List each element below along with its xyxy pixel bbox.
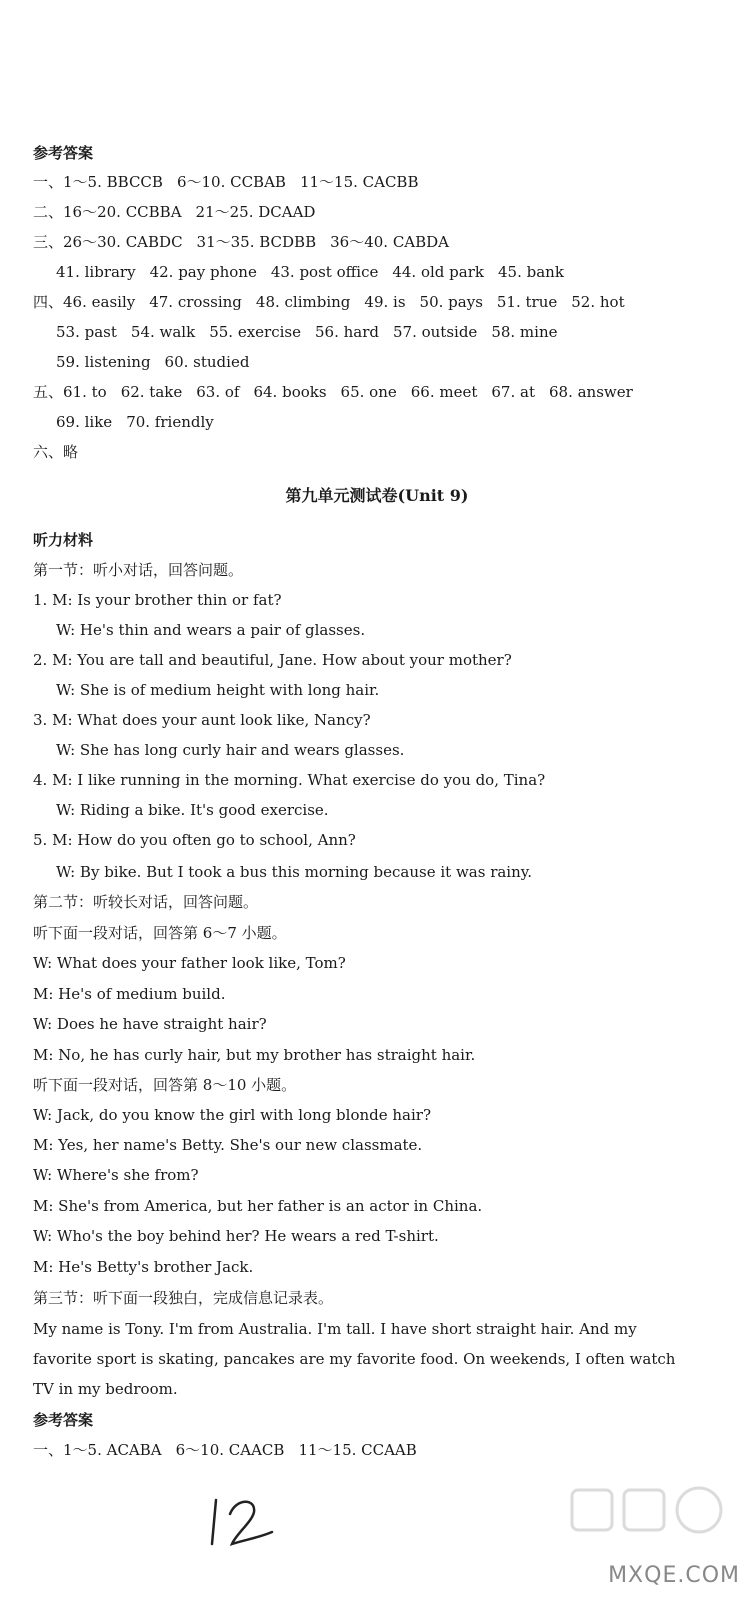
answer-item: 31～35. BCDBB xyxy=(196,233,317,251)
answer-item: 57. outside xyxy=(392,323,478,341)
answer-item: 6～10. CCBAB xyxy=(176,173,286,191)
answer-item: 三、26～30. CABDC xyxy=(33,233,183,251)
dialogue-line: 3. M: What does your aunt look like, Nancy? xyxy=(33,711,371,729)
answer-item: 47. crossing xyxy=(149,293,242,311)
dialogue-line: M: He's Betty's brother Jack. xyxy=(33,1258,254,1276)
dialogue-line: W: She has long curly hair and wears glasses. xyxy=(56,741,405,759)
monologue-line: My name is Tony. I'm from Australia. I'm tall. I have short straight hair. And my xyxy=(33,1320,637,1338)
answer-heading-2: 参考答案 xyxy=(33,1411,94,1429)
answer-item: 55. exercise xyxy=(209,323,301,341)
answer-row-4 xyxy=(56,262,564,282)
dialogue-line: W: He's thin and wears a pair of glasses. xyxy=(56,621,366,639)
answer-item: 48. climbing xyxy=(255,293,351,311)
dialogue-line: 1. M: Is your brother thin or fat? xyxy=(33,591,282,609)
answer-item: 50. pays xyxy=(419,293,483,311)
answer-row-unit9 xyxy=(33,1440,417,1460)
answer-item: 42. pay phone xyxy=(149,263,257,281)
dialogue-line: M: Yes, her name's Betty. She's our new classmate. xyxy=(33,1136,423,1154)
part2-instruction: 第二节：听较长对话，回答问题。 xyxy=(33,893,259,911)
answer-item: 45. bank xyxy=(497,263,564,281)
answer-item: 51. true xyxy=(496,293,558,311)
dialogue-line: M: She's from America, but her father is an actor in China. xyxy=(33,1197,483,1215)
answer-item: 11～15. CCAAB xyxy=(298,1441,417,1459)
answer-item: 52. hot xyxy=(571,293,625,311)
dialogue-line: W: Jack, do you know the girl with long blonde hair? xyxy=(33,1106,432,1124)
answer-item: 21～25. DCAAD xyxy=(195,203,316,221)
answer-item: 一、1～5. ACABA xyxy=(33,1441,162,1459)
dialogue-line: W: Riding a bike. It's good exercise. xyxy=(56,801,329,819)
answer-row-5 xyxy=(33,292,625,312)
answer-item: 44. old park xyxy=(392,263,484,281)
answer-item: 四、46. easily xyxy=(33,293,136,311)
answer-item: 59. listening xyxy=(56,353,151,371)
dialogue-line: M: No, he has curly hair, but my brother has straight hair. xyxy=(33,1046,476,1064)
dialogue-intro: 听下面一段对话，回答第 6～7 小题。 xyxy=(33,924,287,942)
dialogue-line: W: What does your father look like, Tom? xyxy=(33,954,346,972)
dialogue-line: W: Does he have straight hair? xyxy=(33,1015,267,1033)
answer-item: 53. past xyxy=(56,323,117,341)
answer-item: 41. library xyxy=(56,263,136,281)
answer-item: 66. meet xyxy=(410,383,478,401)
answer-row-6 xyxy=(56,322,558,342)
answer-item: 69. like xyxy=(56,413,113,431)
answer-row-1 xyxy=(33,172,418,192)
answer-item: 一、1～5. BBCCB xyxy=(33,173,163,191)
answer-item: 54. walk xyxy=(130,323,196,341)
answer-row-7 xyxy=(56,352,249,372)
dialogue-line: 4. M: I like running in the morning. What exercise do you do, Tina? xyxy=(33,771,546,789)
answer-item: 58. mine xyxy=(491,323,558,341)
dialogue-line: W: Where's she from? xyxy=(33,1166,199,1184)
dialogue-line: M: He's of medium build. xyxy=(33,985,226,1003)
part1-instruction: 第一节：听小对话，回答问题。 xyxy=(33,561,244,579)
answer-item: 63. of xyxy=(196,383,240,401)
dialogue-line: W: Who's the boy behind her? He wears a red T-shirt. xyxy=(33,1227,439,1245)
answer-heading: 参考答案 xyxy=(33,144,94,162)
answer-row-9 xyxy=(56,412,214,432)
answer-item: 65. one xyxy=(340,383,397,401)
answer-row-10: 六、略 xyxy=(33,443,79,461)
answer-row-3 xyxy=(33,232,449,252)
dialogue-line: W: She is of medium height with long hair. xyxy=(56,681,380,699)
answer-item: 49. is xyxy=(364,293,406,311)
answer-item: 67. at xyxy=(491,383,535,401)
monologue-line: TV in my bedroom. xyxy=(33,1380,178,1398)
answer-item: 68. answer xyxy=(548,383,633,401)
unit-title: 第九单元测试卷(Unit 9) xyxy=(285,486,469,505)
answer-row-8 xyxy=(33,382,633,402)
answer-item: 11～15. CACBB xyxy=(299,173,419,191)
handwritten-page-number xyxy=(206,1492,276,1552)
listening-heading: 听力材料 xyxy=(33,531,94,549)
dialogue-line: 5. M: How do you often go to school, Ann? xyxy=(33,831,356,849)
watermark-text: MXQE.COM xyxy=(608,1563,740,1588)
answer-item: 6～10. CAACB xyxy=(175,1441,285,1459)
answer-item: 五、61. to xyxy=(33,383,107,401)
answer-item: 64. books xyxy=(253,383,327,401)
dialogue-intro: 听下面一段对话，回答第 8～10 小题。 xyxy=(33,1076,297,1094)
dialogue-line: W: By bike. But I took a bus this morning because it was rainy. xyxy=(56,863,533,881)
answer-item: 70. friendly xyxy=(126,413,214,431)
dialogue-line: 2. M: You are tall and beautiful, Jane. How about your mother? xyxy=(33,651,512,669)
monologue-line: favorite sport is skating, pancakes are my favorite food. On weekends, I often watch xyxy=(33,1350,676,1368)
answer-item: 36～40. CABDA xyxy=(330,233,450,251)
answer-row-2 xyxy=(33,202,315,222)
answer-item: 56. hard xyxy=(314,323,379,341)
part3-instruction: 第三节：听下面一段独白，完成信息记录表。 xyxy=(33,1289,334,1307)
answer-item: 二、16～20. CCBBA xyxy=(33,203,182,221)
answer-item: 60. studied xyxy=(164,353,250,371)
answer-item: 62. take xyxy=(120,383,183,401)
answer-item: 43. post office xyxy=(270,263,379,281)
